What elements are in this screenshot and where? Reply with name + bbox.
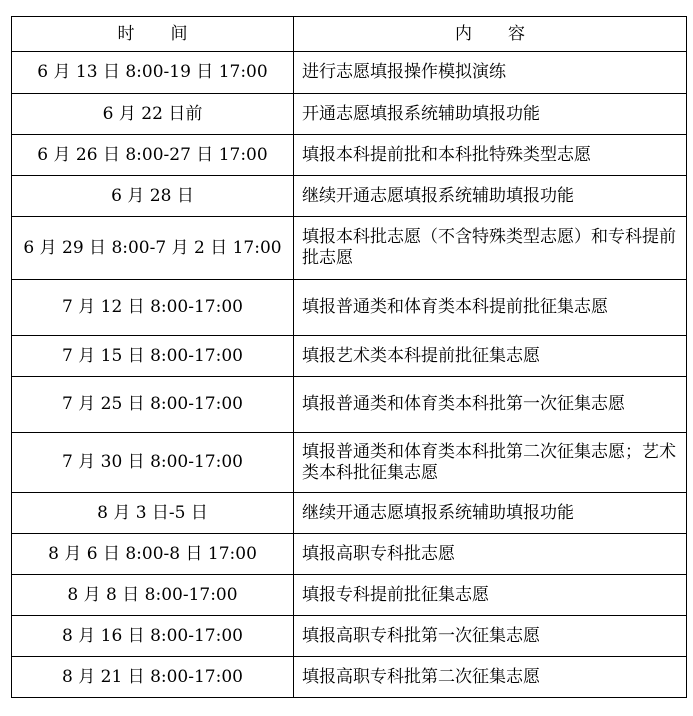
time-cell: 8 月 16 日 8:00-17:00 (12, 616, 294, 657)
table-row (12, 377, 687, 433)
time-cell: 7 月 12 日 8:00-17:00 (12, 280, 294, 336)
time-cell: 6 月 29 日 8:00-7 月 2 日 17:00 (12, 217, 294, 280)
time-cell: 7 月 30 日 8:00-17:00 (12, 433, 294, 493)
content-cell: 填报高职专科批志愿 (294, 534, 687, 575)
content-cell: 填报普通类和体育类本科提前批征集志愿 (294, 280, 687, 336)
table-row (12, 280, 687, 336)
table-row (12, 534, 687, 575)
time-cell: 8 月 21 日 8:00-17:00 (12, 657, 294, 698)
time-cell: 6 月 22 日前 (12, 94, 294, 135)
time-cell: 8 月 8 日 8:00-17:00 (12, 575, 294, 616)
content-cell: 填报普通类和体育类本科批第二次征集志愿；艺术类本科批征集志愿 (294, 433, 687, 493)
time-cell: 7 月 15 日 8:00-17:00 (12, 336, 294, 377)
content-cell: 填报专科提前批征集志愿 (294, 575, 687, 616)
content-cell: 填报本科批志愿（不含特殊类型志愿）和专科提前批志愿 (294, 217, 687, 280)
time-cell: 6 月 26 日 8:00-27 日 17:00 (12, 135, 294, 176)
table-row (12, 217, 687, 280)
content-cell: 填报高职专科批第一次征集志愿 (294, 616, 687, 657)
time-cell: 8 月 3 日-5 日 (12, 493, 294, 534)
time-cell: 7 月 25 日 8:00-17:00 (12, 377, 294, 433)
header-time: 时 间 (12, 17, 294, 52)
content-cell: 进行志愿填报操作模拟演练 (294, 52, 687, 94)
table-row (12, 135, 687, 176)
content-cell: 填报本科提前批和本科批特殊类型志愿 (294, 135, 687, 176)
table-row (12, 616, 687, 657)
table-row (12, 94, 687, 135)
table-row (12, 52, 687, 94)
header-row (12, 17, 687, 52)
time-cell: 6 月 28 日 (12, 176, 294, 217)
content-cell: 填报艺术类本科提前批征集志愿 (294, 336, 687, 377)
table-row (12, 657, 687, 698)
content-cell: 继续开通志愿填报系统辅助填报功能 (294, 493, 687, 534)
time-cell: 8 月 6 日 8:00-8 日 17:00 (12, 534, 294, 575)
content-cell: 继续开通志愿填报系统辅助填报功能 (294, 176, 687, 217)
table-row (12, 336, 687, 377)
table-row (12, 493, 687, 534)
table-row (12, 433, 687, 493)
schedule-table (11, 16, 687, 698)
table-row (12, 176, 687, 217)
content-cell: 填报高职专科批第二次征集志愿 (294, 657, 687, 698)
header-content: 内 容 (294, 17, 687, 52)
table-row (12, 575, 687, 616)
content-cell: 填报普通类和体育类本科批第一次征集志愿 (294, 377, 687, 433)
content-cell: 开通志愿填报系统辅助填报功能 (294, 94, 687, 135)
time-cell: 6 月 13 日 8:00-19 日 17:00 (12, 52, 294, 94)
